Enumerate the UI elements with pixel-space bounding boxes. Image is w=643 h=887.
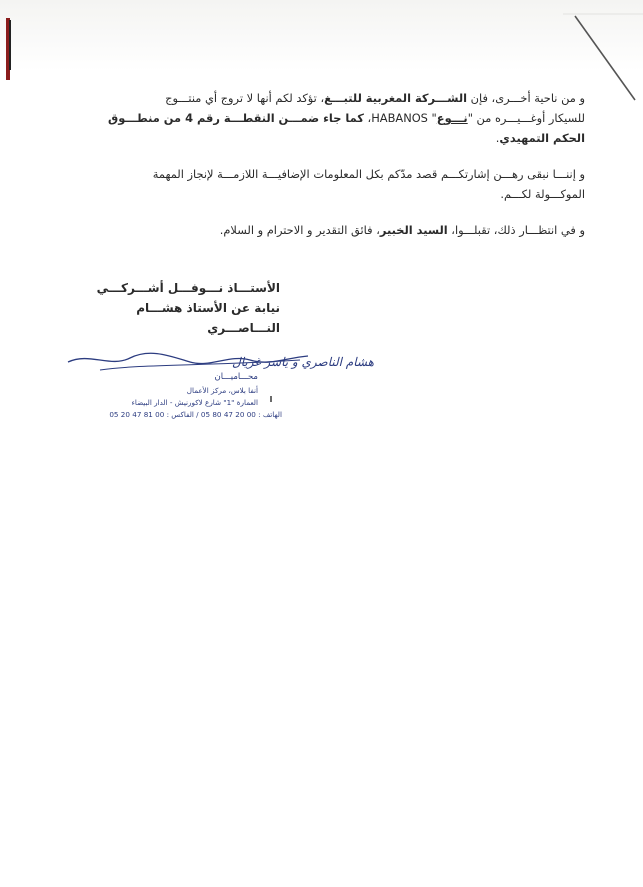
stamp-title: محـــاميـــان [214,372,258,382]
emphasis-text: كما جاء ضمـــن النقطـــة رقم 4 من منطـــوق [108,111,364,125]
paragraph-habanos [65,88,585,148]
text-segment: و في انتظـــار ذلك، تقبلـــوا، [447,223,585,237]
paragraph-line [65,88,585,108]
stamp-phone: الهاتف : 00 20 47 80 05 / الفاكس : 00 81 47 20 05 [109,410,282,419]
text-segment: " HABANOS، [363,111,437,125]
stray-mark [270,396,272,402]
paragraph-closing [65,220,585,240]
text-segment: للسيكار أوغـــيـــره من " [467,111,585,125]
paragraph-line [65,108,585,128]
signatory-name: الأستـــاذ نـــوفـــل أشـــركـــي [96,281,280,295]
signature-block [70,278,280,338]
emphasis-word: نـــوع [436,111,468,125]
text-segment: و من ناحية أخـــرى، فإن [467,91,585,105]
handwriting-text: هشام الناصري و ياسر غريال [232,355,374,369]
emphasis-text: الحكم التمهيدي [499,131,585,145]
handwritten-signature [60,348,374,388]
signatory-role: نيابة عن الأستاذ هشـــام النـــاصـــري [136,301,280,335]
stamp-address-1: أنفا بلاس، مركز الأعمال [186,386,258,395]
company-name: الشـــركة المغربية للتبـــغ [324,91,468,105]
paragraph-line: الموكـــولة لكـــم. [500,187,585,201]
addressee: السيد الخبير [379,223,448,237]
text-segment: . [495,131,500,145]
paragraph-line [65,128,585,148]
text-segment: ، تؤكد لكم أنها لا تروج أي منتـــوج [165,91,325,105]
paragraph-availability [65,164,585,204]
text-segment: ، فائق التقدير و الاحترام و السلام. [219,223,380,237]
lawyer-stamp [60,348,374,428]
page-edge-dark [9,20,11,70]
stamp-address-2: العمارة "1" شارع لاكورنيش - الدار البيضاء [131,398,258,407]
paragraph-line: و إننـــا نبقى رهـــن إشارتكـــم قصد مدّكم بكل المعلومات الإضافيـــة اللازمـــة لإنجاز المهمة [152,167,585,181]
